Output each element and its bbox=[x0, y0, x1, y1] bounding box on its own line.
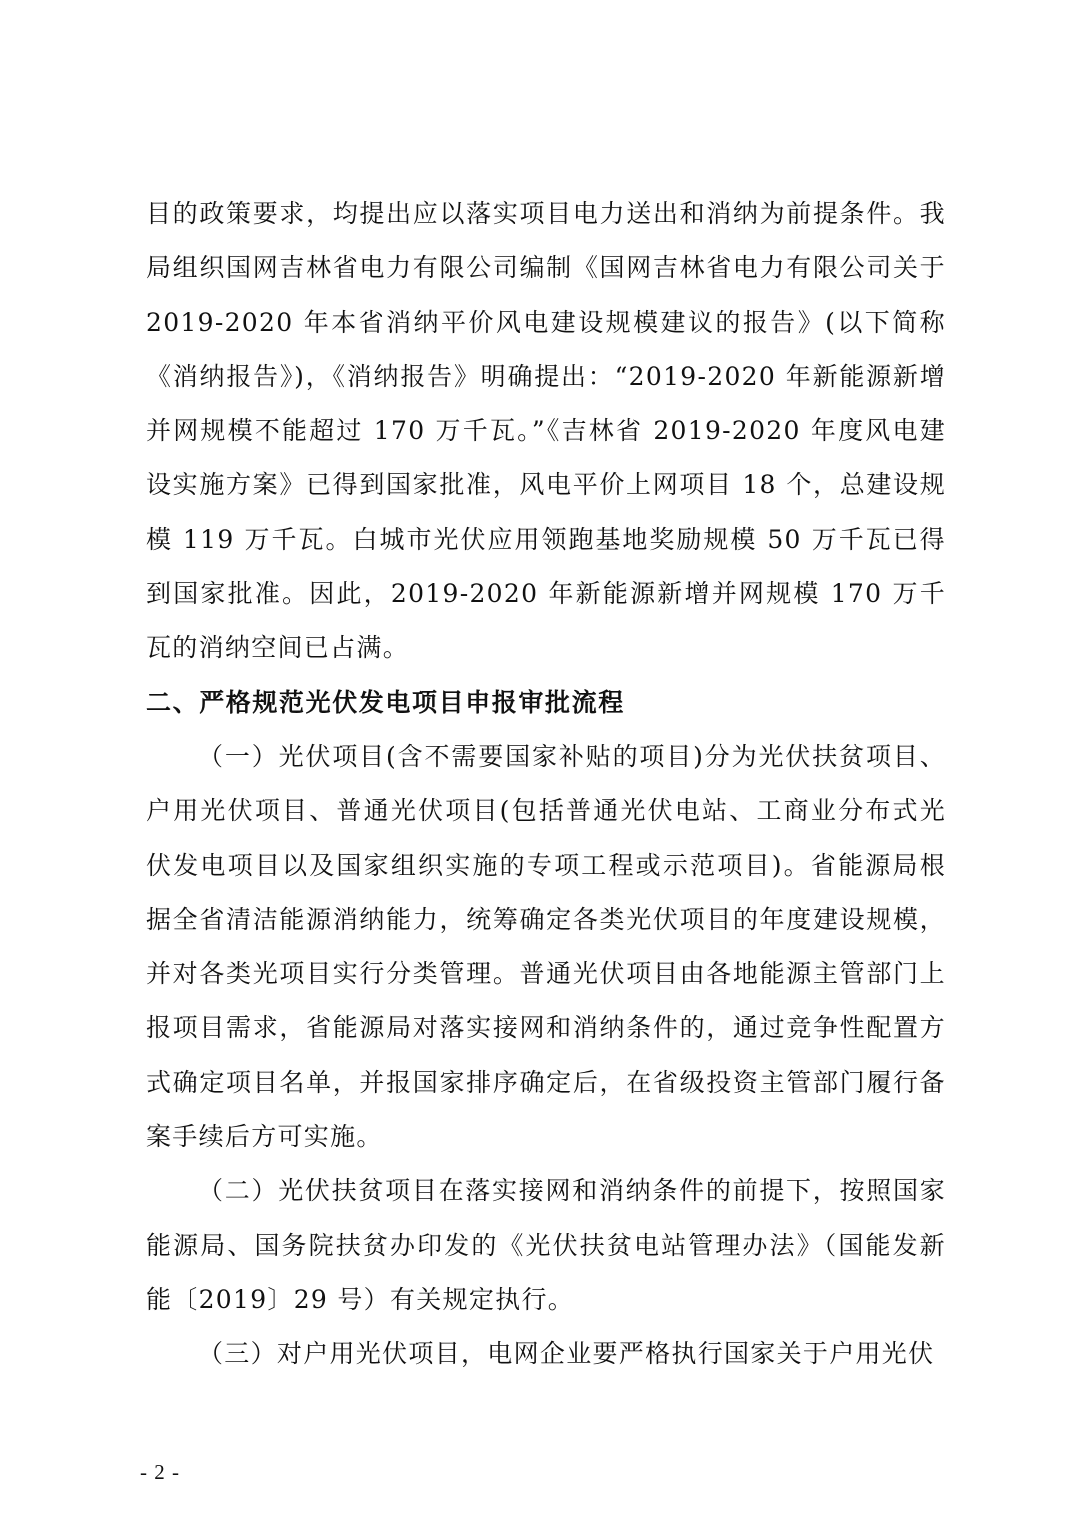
paragraph-item-3: （三）对户用光伏项目，电网企业要严格执行国家关于户用光伏 bbox=[198, 1339, 935, 1369]
paragraph-item-2: （二）光伏扶贫项目在落实接网和消纳条件的前提下，按照国家能源局、国务院扶贫办印发的《光伏扶贫电站管理办法》（国能发新能〔2019〕29 号）有关规定执行。 bbox=[146, 1176, 946, 1314]
section-heading: 二、严格规范光伏发电项目申报审批流程 bbox=[146, 687, 625, 717]
paragraph-item-1: （一）光伏项目(含不需要国家补贴的项目)分为光伏扶贫项目、户用光伏项目、普通光伏项目(包括普通光伏电站、工商业分布式光伏发电项目以及国家组织实施的专项工程或示范项目)。省能源局根据全省清洁能源消纳能力，统筹确定各类光伏项目的年度建设规模，并对各类光项目实行分类管理。普通光伏项目由各地能源主管部门上报项目需求，省能源局对落实接网和消纳条件的，通过竞争性配置方式确定项目名单，并报国家排序确定后，在省级投资主管部门履行备案手续后方可实施。 bbox=[146, 741, 946, 1152]
page-number: - 2 - bbox=[140, 1460, 180, 1484]
paragraph-policy-requirements: 目的政策要求，均提出应以落实项目电力送出和消纳为前提条件。我局组织国网吉林省电力有限公司编制《国网吉林省电力有限公司关于 2019-2020 年本省消纳平价风电建设规模建议的报告》(以下简称《消纳报告》)，《消纳报告》明确提出：“2019-2020 年新能源新增并网规模不能超过 170 万千瓦。”《吉林省 2019-2020 年度风电建设实施方案》已得到国家批准，风电平价上网项目 18 个，总建设规模 119 万千瓦。白城市光伏应用领跑基地奖励规模 50 万千瓦已得到国家批准。因此，2019-2020 年新能源新增并网规模 170 万千瓦的消纳空间已占满。 bbox=[146, 199, 946, 663]
document-body bbox=[146, 187, 946, 1382]
